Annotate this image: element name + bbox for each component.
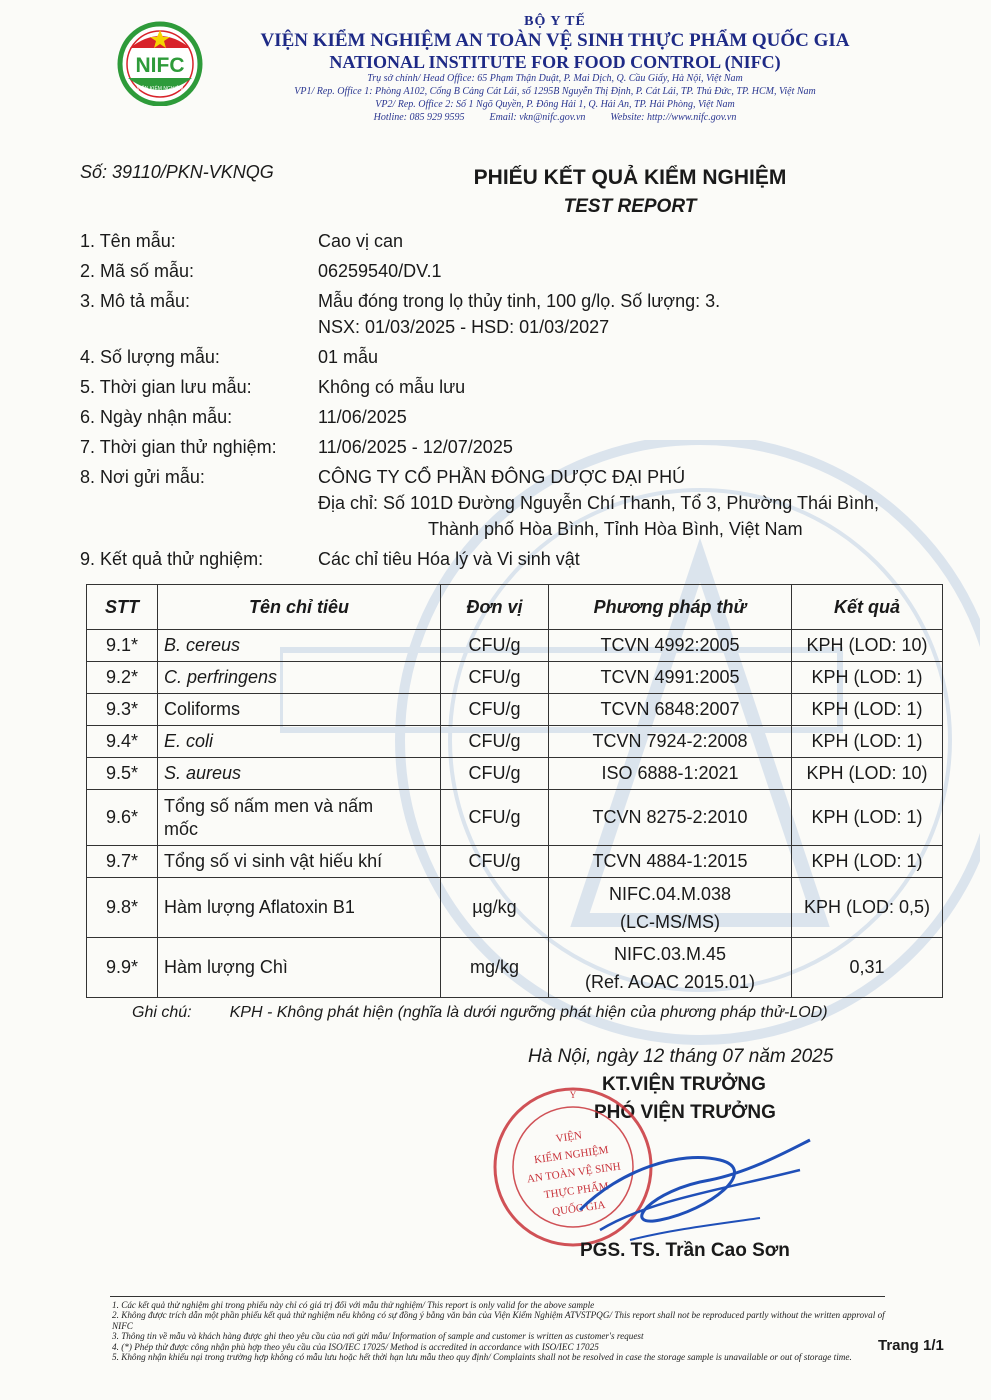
cell-result: KPH (LOD: 10) xyxy=(792,758,943,790)
field-label: 6. Ngày nhận mẫu: xyxy=(80,407,233,427)
cell-unit: CFU/g xyxy=(441,790,549,846)
method-line-1: NIFC.03.M.45 xyxy=(613,943,727,964)
svg-text:KIỂM NGHIỆM: KIỂM NGHIỆM xyxy=(533,1143,610,1167)
title-vn: PHIẾU KẾT QUẢ KIỂM NGHIỆM xyxy=(473,166,787,189)
report-title xyxy=(400,166,860,218)
footer-note: 1. Các kết quả thử nghiệm ghi trong phiếu này chỉ có giá trị đối với mẫu thử nghiệm/ This report is only valid for the above sample xyxy=(112,1300,595,1310)
field-value: Không có mẫu lưu xyxy=(318,377,466,397)
results-table xyxy=(86,584,943,998)
cell-method: TCVN 4884-1:2015 xyxy=(549,846,792,878)
table-header-row xyxy=(87,585,943,630)
cell-method: ISO 6888-1:2021 xyxy=(549,758,792,790)
field-test-result xyxy=(80,546,950,572)
sender-address-cont: Thành phố Hòa Bình, Tỉnh Hòa Bình, Việt Nam xyxy=(428,519,803,539)
cell-stt: 9.5* xyxy=(87,758,158,790)
svg-text:AN TOÀN VỆ SINH: AN TOÀN VỆ SINH xyxy=(526,1160,622,1186)
nifc-logo xyxy=(110,18,210,106)
field-value: 06259540/DV.1 xyxy=(318,261,442,281)
cell-method: TCVN 8275-2:2010 xyxy=(549,790,792,846)
cell-stt: 9.7* xyxy=(87,846,158,878)
cell-result: KPH (LOD: 0,5) xyxy=(792,878,943,938)
rep-office-1: VP1/ Rep. Office 1: Phòng A102, Cổng B Cảng Cát Lái, số 1295B Nguyễn Thị Định, P. Cát Lái, TP. Thủ Đức, TP. HCM, Việt Nam xyxy=(294,86,816,97)
rep-office-2: VP2/ Rep. Office 2: Số 1 Ngõ Quyền, P. Đông Hải 1, Q. Hải An, TP. Hải Phòng, Việt Nam xyxy=(375,99,735,110)
col-header-unit: Đơn vị xyxy=(441,585,549,630)
institute-name-vn: VIỆN KIỂM NGHIỆM AN TOÀN VỆ SINH THỰC PHẨM QUỐC GIA xyxy=(260,30,850,51)
cell-parameter: C. perfringens xyxy=(158,662,441,694)
note-text: KPH - Không phát hiện (nghĩa là dưới ngưỡng phát hiện của phương pháp thử-LOD) xyxy=(229,1004,828,1021)
sender-address: Địa chỉ: Số 101D Đường Nguyễn Chí Thanh, Tổ 3, Phường Thái Bình, xyxy=(318,493,880,513)
table-row xyxy=(87,790,943,846)
col-header-stt: STT xyxy=(87,585,158,630)
footer-divider xyxy=(110,1296,885,1297)
cell-stt: 9.8* xyxy=(87,878,158,938)
method-line-1: NIFC.04.M.038 xyxy=(608,883,732,904)
field-sample-code xyxy=(80,258,950,284)
cell-method: TCVN 4992:2005 xyxy=(549,630,792,662)
table-row xyxy=(87,846,943,878)
cell-method xyxy=(549,878,792,938)
footer-note: 4. (*) Phép thử được công nhận phù hợp theo yêu cầu của ISO/IEC 17025/ Method is accredited in accordance with ISO/IEC 17025 xyxy=(112,1341,599,1352)
table-note xyxy=(132,1004,828,1022)
cell-unit: CFU/g xyxy=(441,846,549,878)
cell-stt: 9.3* xyxy=(87,694,158,726)
institute-header xyxy=(210,14,900,124)
document-number: Số: 39110/PKN-VKNQG xyxy=(80,162,274,182)
table-row xyxy=(87,694,943,726)
table-row xyxy=(87,630,943,662)
cell-stt: 9.4* xyxy=(87,726,158,758)
table-row xyxy=(87,938,943,998)
sample-info xyxy=(80,228,950,572)
table-row xyxy=(87,726,943,758)
cell-unit: mg/kg xyxy=(441,938,549,998)
cell-result: KPH (LOD: 1) xyxy=(792,694,943,726)
institute-name-en: NATIONAL INSTITUTE FOR FOOD CONTROL (NIFC) xyxy=(329,52,781,72)
cell-method: TCVN 4991:2005 xyxy=(549,662,792,694)
cell-unit: CFU/g xyxy=(441,726,549,758)
table-row xyxy=(87,662,943,694)
field-sample-name xyxy=(80,228,950,254)
field-value: 11/06/2025 - 12/07/2025 xyxy=(318,437,513,457)
cell-result: KPH (LOD: 1) xyxy=(792,662,943,694)
footer-note: 3. Thông tin về mẫu và khách hàng được ghi theo yêu cầu của nơi gửi mẫu/ Information of sample and customer is written as customer's request xyxy=(112,1331,644,1342)
field-sample-description xyxy=(80,288,950,340)
page-number: Trang 1/1 xyxy=(878,1337,944,1354)
field-value: 01 mẫu xyxy=(318,347,379,367)
cell-parameter: Hàm lượng Aflatoxin B1 xyxy=(158,878,441,938)
cell-parameter: Hàm lượng Chì xyxy=(158,938,441,998)
col-header-result: Kết quả xyxy=(792,585,943,630)
field-received-date xyxy=(80,404,950,430)
logo-text: NIFC xyxy=(135,54,185,77)
svg-text:Y: Y xyxy=(569,1090,577,1100)
cell-parameter xyxy=(158,790,441,846)
cell-parameter: S. aureus xyxy=(158,758,441,790)
table-row xyxy=(87,878,943,938)
sender-company: CÔNG TY CỔ PHẦN ĐÔNG DƯỢC ĐẠI PHÚ xyxy=(318,467,686,487)
svg-text:VIỆN: VIỆN xyxy=(554,1129,583,1146)
col-header-method: Phương pháp thử xyxy=(549,585,792,630)
cell-unit: µg/kg xyxy=(441,878,549,938)
contact-info: Hotline: 085 929 9595 Email: vkn@nifc.gov.vn Website: http://www.nifc.gov.vn xyxy=(373,112,737,123)
cell-result: KPH (LOD: 10) xyxy=(792,630,943,662)
svg-text:THỰC PHẨM: THỰC PHẨM xyxy=(543,1180,610,1202)
cell-result: 0,31 xyxy=(792,938,943,998)
signer-role-2: PHÓ VIỆN TRƯỞNG xyxy=(594,1102,776,1123)
field-label: 2. Mã số mẫu: xyxy=(80,261,195,281)
cell-method xyxy=(549,938,792,998)
cell-stt: 9.6* xyxy=(87,790,158,846)
cell-unit: CFU/g xyxy=(441,758,549,790)
cell-parameter: Coliforms xyxy=(158,694,441,726)
description-line-1: Mẫu đóng trong lọ thủy tinh, 100 g/lọ. Số lượng: 3. xyxy=(318,291,721,311)
cell-stt: 9.9* xyxy=(87,938,158,998)
method-line-2: (Ref. AOAC 2015.01) xyxy=(584,971,756,992)
table-row xyxy=(87,758,943,790)
cell-unit: CFU/g xyxy=(441,630,549,662)
field-sender xyxy=(80,464,950,542)
field-value: 11/06/2025 xyxy=(318,407,407,427)
logo-caption: VIỆN KIỂM NGHIỆM xyxy=(136,86,184,92)
head-office: Trụ sở chính/ Head Office: 65 Phạm Thận Duật, P. Mai Dịch, Q. Cầu Giấy, Hà Nội, Việt Nam xyxy=(367,73,743,84)
place-date: Hà Nội, ngày 12 tháng 07 năm 2025 xyxy=(528,1046,834,1067)
cell-stt: 9.1* xyxy=(87,630,158,662)
parameter-line-1: Tổng số nấm men và nấm xyxy=(164,795,374,816)
cell-parameter: B. cereus xyxy=(158,630,441,662)
signer-name: PGS. TS. Trần Cao Sơn xyxy=(580,1240,790,1261)
parameter-line-2: mốc xyxy=(164,818,199,839)
cell-result: KPH (LOD: 1) xyxy=(792,726,943,758)
field-label: 5. Thời gian lưu mẫu: xyxy=(80,377,252,397)
svg-text:QUỐC GIA: QUỐC GIA xyxy=(551,1198,607,1219)
method-line-2: (LC-MS/MS) xyxy=(620,911,720,932)
field-value: Các chỉ tiêu Hóa lý và Vi sinh vật xyxy=(318,549,580,569)
field-test-period xyxy=(80,434,950,460)
footer-notes xyxy=(112,1300,892,1362)
cell-parameter: E. coli xyxy=(158,726,441,758)
field-value xyxy=(318,288,950,340)
field-label: 4. Số lượng mẫu: xyxy=(80,347,220,367)
field-retention-time xyxy=(80,374,950,400)
title-en: TEST REPORT xyxy=(563,196,697,217)
col-header-parameter: Tên chỉ tiêu xyxy=(158,585,441,630)
field-label: 7. Thời gian thử nghiệm: xyxy=(80,437,277,457)
field-label: 3. Mô tả mẫu: xyxy=(80,291,191,311)
cell-parameter: Tổng số vi sinh vật hiếu khí xyxy=(158,846,441,878)
field-sample-quantity xyxy=(80,344,950,370)
note-label: Ghi chú: xyxy=(132,1004,192,1021)
cell-unit: CFU/g xyxy=(441,694,549,726)
field-value xyxy=(318,464,950,542)
cell-method: TCVN 6848:2007 xyxy=(549,694,792,726)
field-label: 9. Kết quả thử nghiệm: xyxy=(80,549,264,569)
field-label: 1. Tên mẫu: xyxy=(80,231,176,251)
cell-method: TCVN 7924-2:2008 xyxy=(549,726,792,758)
ministry-name: BỘ Y TẾ xyxy=(524,14,586,29)
footer-note: 5. Không nhận khiếu nại trong trường hợp không có mẫu lưu hoặc hết thời hạn lưu mẫu theo quy định/ Complaints shall not be resolved in case the storage sample is unavailable or out of storage time. xyxy=(112,1352,852,1363)
footer-note: 2. Không được trích dẫn một phần phiếu kết quả thử nghiệm nếu không có sự đồng ý bằng văn bản của Viện Kiểm Nghiệm ATVSTPQG/ This report shall not be reproduced partly without the written approval of NIFC xyxy=(112,1310,885,1331)
cell-unit: CFU/g xyxy=(441,662,549,694)
field-value: Cao vị can xyxy=(318,231,404,251)
cell-stt: 9.2* xyxy=(87,662,158,694)
cell-result: KPH (LOD: 1) xyxy=(792,790,943,846)
handwritten-signature xyxy=(560,1110,820,1260)
cell-result: KPH (LOD: 1) xyxy=(792,846,943,878)
signer-role-1: KT.VIỆN TRƯỞNG xyxy=(602,1074,766,1095)
description-line-2: NSX: 01/03/2025 - HSD: 01/03/2027 xyxy=(318,317,610,337)
field-label: 8. Nơi gửi mẫu: xyxy=(80,467,205,487)
